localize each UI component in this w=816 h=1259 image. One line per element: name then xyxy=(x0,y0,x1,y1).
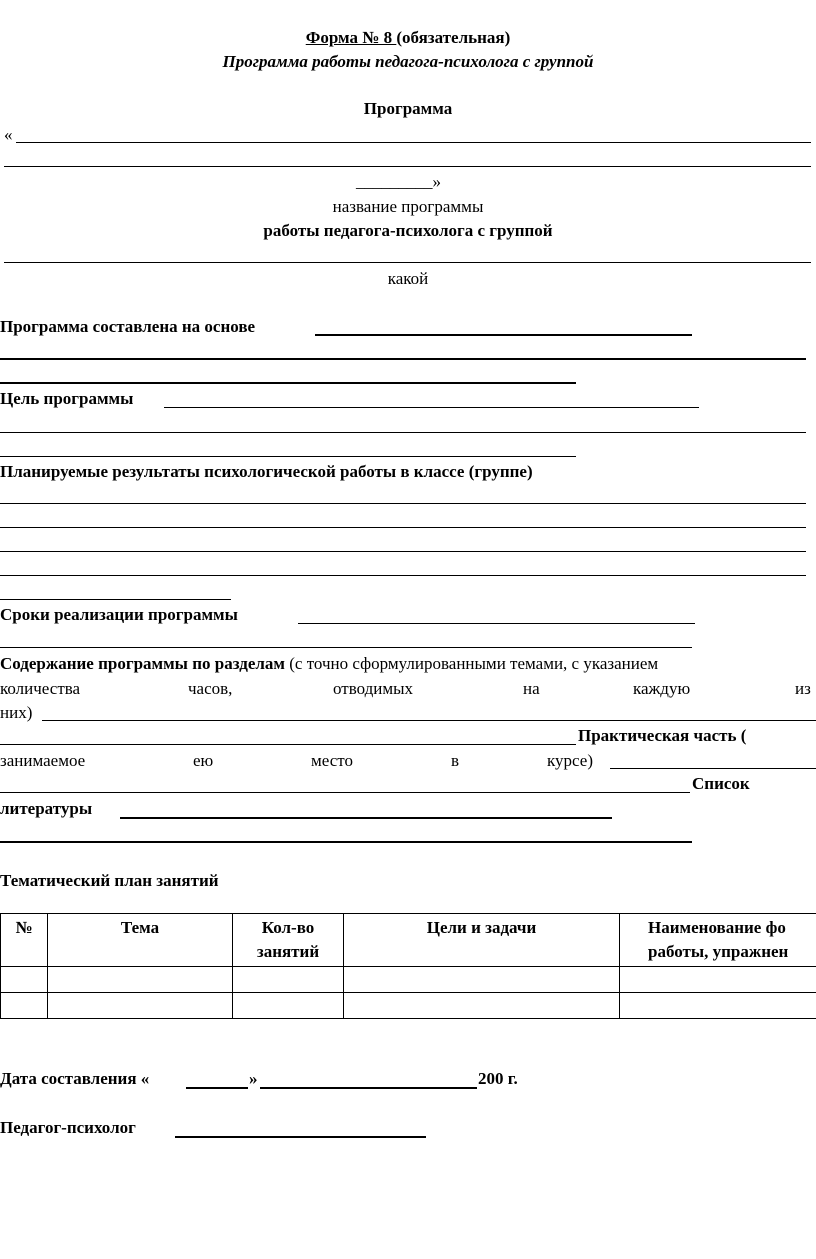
content-heading xyxy=(0,655,658,672)
program-kind-caption: какой xyxy=(387,269,429,288)
program-kind-line[interactable] xyxy=(4,262,811,263)
plan-col-count: Кол-во занятий xyxy=(233,914,344,967)
content-label: Содержание программы по разделам xyxy=(0,654,285,673)
plan-cell[interactable] xyxy=(344,967,620,993)
plan-cell[interactable] xyxy=(233,993,344,1019)
plan-cell[interactable] xyxy=(620,993,816,1019)
plan-col-goals: Цели и задачи xyxy=(344,914,620,967)
content-note-word-2: часов, xyxy=(188,679,233,698)
plan-col-forms: Наименование фо работы, упражнен xyxy=(620,914,816,967)
content-note-word-4: на xyxy=(523,679,540,698)
plan-cell[interactable] xyxy=(1,993,48,1019)
plan-header-row xyxy=(1,914,816,967)
content-line-2[interactable] xyxy=(0,744,576,745)
table-row xyxy=(1,967,816,993)
content-note-word-3: отводимых xyxy=(333,679,414,698)
content-note-1: (с точно сформулированными темами, с указанием xyxy=(289,654,659,673)
literature-line-1[interactable] xyxy=(120,817,612,819)
results-line-2[interactable] xyxy=(0,527,806,528)
plan-col-topic: Тема xyxy=(48,914,233,967)
practical-note-word-3: место xyxy=(311,751,353,770)
content-note-3: них) xyxy=(0,703,33,722)
form-number: Форма № 8 xyxy=(305,28,397,47)
plan-col-number: № xyxy=(1,914,48,967)
practical-note-word-2: ею xyxy=(193,751,214,770)
content-note-word-5: каждую xyxy=(633,679,691,698)
practical-note-word-5: курсе) xyxy=(547,751,593,770)
practical-note-word-4: в xyxy=(451,751,460,770)
program-heading: Программа xyxy=(363,99,453,118)
date-mid: » xyxy=(249,1069,258,1088)
goal-line-1[interactable] xyxy=(164,407,699,408)
literature-label-1: Список xyxy=(692,774,750,793)
program-name-line-2[interactable] xyxy=(4,166,811,167)
terms-label: Сроки реализации программы xyxy=(0,605,238,624)
basis-line-1[interactable] xyxy=(315,334,692,336)
content-line-1[interactable] xyxy=(42,720,816,721)
content-note-word-6: из xyxy=(795,679,811,698)
results-line-5[interactable] xyxy=(0,599,231,600)
date-month-line[interactable] xyxy=(260,1087,477,1089)
goal-line-3[interactable] xyxy=(0,456,576,457)
open-quote: « xyxy=(4,125,13,144)
psychologist-signature-line[interactable] xyxy=(175,1136,426,1138)
date-year: 200 г. xyxy=(478,1069,518,1088)
plan-table xyxy=(0,913,816,1019)
literature-line-2[interactable] xyxy=(0,841,692,843)
date-label: Дата составления « xyxy=(0,1069,150,1088)
practical-note-word-1: занимаемое xyxy=(0,751,86,770)
plan-cell[interactable] xyxy=(344,993,620,1019)
plan-cell[interactable] xyxy=(48,993,233,1019)
psychologist-label: Педагог-психолог xyxy=(0,1118,136,1137)
results-line-1[interactable] xyxy=(0,503,806,504)
table-row xyxy=(1,993,816,1019)
content-note-word-1: количества xyxy=(0,679,81,698)
plan-cell[interactable] xyxy=(48,967,233,993)
results-line-3[interactable] xyxy=(0,551,806,552)
plan-cell[interactable] xyxy=(1,967,48,993)
practical-label: Практическая часть ( xyxy=(578,726,747,745)
form-required-note: (обязательная) xyxy=(396,28,511,47)
basis-line-2[interactable] xyxy=(0,358,806,360)
plan-cell[interactable] xyxy=(620,967,816,993)
program-name-line-1[interactable] xyxy=(16,142,811,143)
practical-line-2[interactable] xyxy=(0,792,690,793)
literature-label-2: литературы xyxy=(0,799,93,818)
goal-line-2[interactable] xyxy=(0,432,806,433)
terms-line-1[interactable] xyxy=(298,623,695,624)
program-of-work: работы педагога-психолога с группой xyxy=(263,221,553,240)
results-label: Планируемые результаты психологической работы в классе (группе) xyxy=(0,462,533,481)
goal-label: Цель программы xyxy=(0,389,134,408)
basis-line-3[interactable] xyxy=(0,382,576,384)
plan-title: Тематический план занятий xyxy=(0,871,219,890)
plan-cell[interactable] xyxy=(233,967,344,993)
basis-label: Программа составлена на основе xyxy=(0,317,256,336)
results-line-4[interactable] xyxy=(0,575,806,576)
practical-line-1[interactable] xyxy=(610,768,816,769)
form-title xyxy=(0,29,816,46)
form-subtitle: Программа работы педагога-психолога с группой xyxy=(222,52,594,71)
terms-line-2[interactable] xyxy=(0,647,692,648)
program-name-caption: название программы xyxy=(332,197,484,216)
date-day-line[interactable] xyxy=(186,1087,248,1089)
program-name-close: _________» xyxy=(356,172,441,191)
